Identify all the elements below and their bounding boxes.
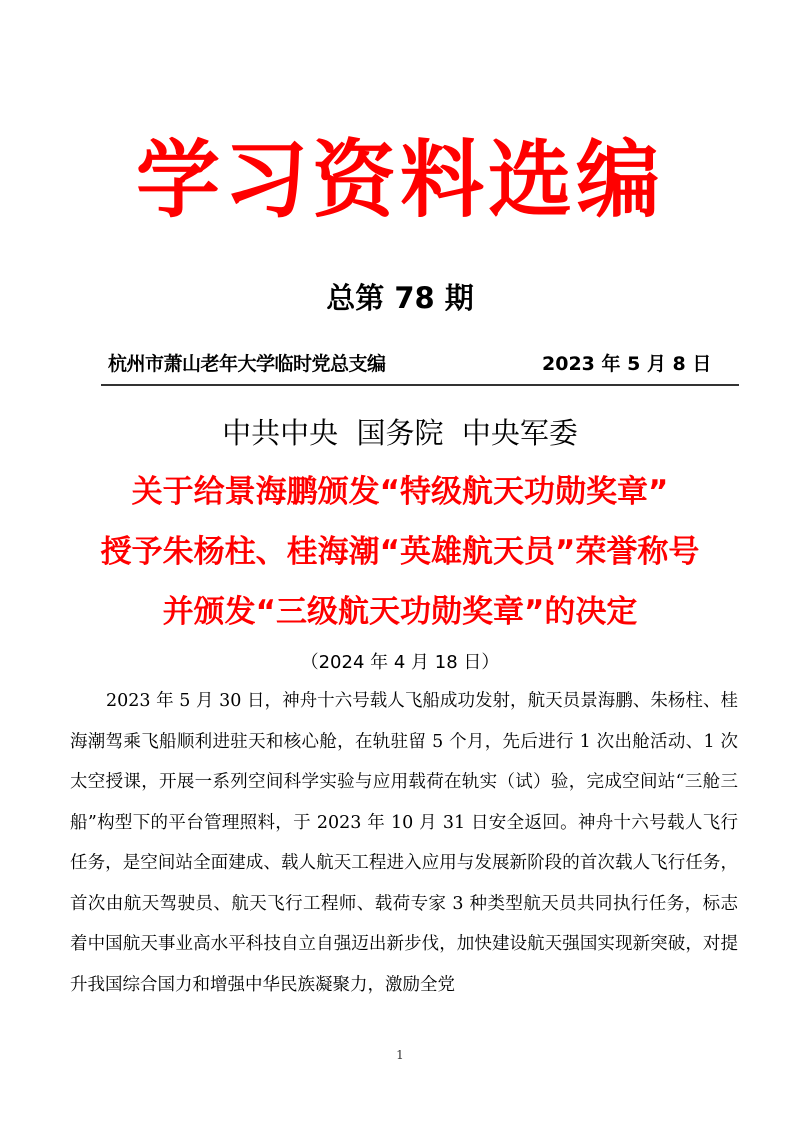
page-number: 1 (396, 1048, 404, 1062)
masthead-title: 学习资料选编 (135, 131, 664, 229)
header-divider (101, 384, 739, 386)
publisher: 杭州市萧山老年大学临时党总支编 (108, 353, 386, 375)
issue-number: 总第 78 期 (326, 281, 474, 315)
article-title-line-3: 并颁发“三级航天功勋奖章”的决定 (162, 594, 638, 630)
publish-date: 2023 年 5 月 8 日 (542, 353, 712, 375)
article-title-line-2: 授予朱杨柱、桂海潮“英雄航天员”荣誉称号 (100, 534, 700, 570)
article-body-paragraph: 2023 年 5 月 30 日，神舟十六号载人飞船成功发射，航天员景海鹏、朱杨柱、桂海潮驾乘飞船顺利进驻天和核心舱，在轨驻留 5 个月，先后进行 1 次出舱活动、1 次太空授课，开展一系列空间科学实验与应用载荷在轨实（试）验，完成空间站“三舱三船”构型下的平台管理照料，于 2023 年 10 月 31 日安全返回。神舟十六号载人飞行任务，是空间站全面建成、载人航天工程进入应用与发展新阶段的首次载人飞行任务，首次由航天驾驶员、航天飞行工程师、载荷专家 3 种类型航天员共同执行任务，标志着中国航天事业高水平科技自立自强迈出新步伐，加快建设航天强国实现新突破，对提升我国综合国力和增强中华民族凝聚力，激励全党 (70, 691, 738, 995)
article-title-line-1: 关于给景海鹏颁发“特级航天功勋奖章” (131, 474, 669, 510)
article-dateline: （2024 年 4 月 18 日） (300, 652, 500, 673)
issuing-authorities: 中共中央 国务院 中央军委 (222, 416, 578, 450)
